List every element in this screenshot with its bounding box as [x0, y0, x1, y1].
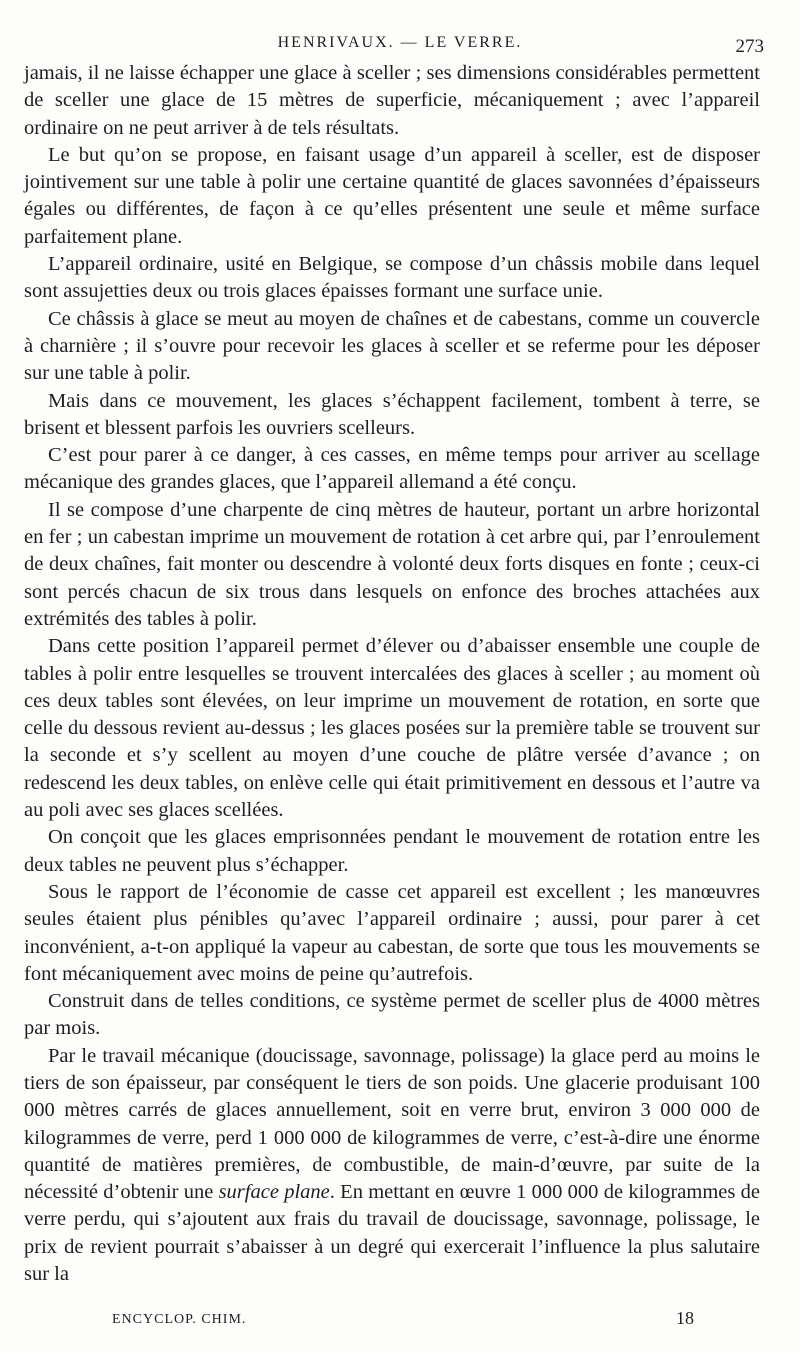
paragraph-last	[24, 1043, 760, 1289]
footer-signature: ENCYCLOP. CHIM.	[112, 1312, 247, 1327]
paragraph-text-after: . En mettant en œuvre 1 000 000 de kilogrammes de verre perdu, qui s’ajoutent aux frais du travail de doucissage, savonnage, polissage, le prix de revient pourrait s’abaisser à un degré qui exercerait l’influence la plus salutaire sur la	[24, 1181, 760, 1286]
running-title: HENRIVAUX. — LE VERRE.	[277, 34, 523, 51]
paragraph: Construit dans de telles conditions, ce système permet de sceller plus de 4000 mètres par mois.	[24, 990, 760, 1040]
paragraph-text-before: Par le travail mécanique (doucissage, savonnage, polissage) la glace perd au moins le tiers de son épaisseur, par conséquent le tiers de son poids. Une glacerie produisant 100 000 mètres carrés de glaces annuellement, soit en verre brut, environ 3 000 000 de kilogrammes de verre, perd 1 000 000 de kilogrammes de verre, c’est-à-dire une énorme quantité de matières premières, de combustible, de main-d’œuvre, par suite de la nécessité d’obtenir une	[24, 1044, 760, 1204]
paragraph: Mais dans ce mouvement, les glaces s’échappent facilement, tombent à terre, se brisent et blessent parfois les ouvriers scelleurs.	[24, 389, 760, 439]
paragraph: Le but qu’on se propose, en faisant usage d’un appareil à sceller, est de disposer jointivement sur une table à polir une certaine quantité de glaces savonnées d’épaisseurs égales ou différentes, de façon à ce qu’elles présentent une seule et même surface parfaitement plane.	[24, 143, 760, 248]
footer-sheet-number: 18	[676, 1308, 694, 1328]
emphasized-phrase: surface plane	[218, 1181, 330, 1204]
running-head	[0, 34, 800, 58]
paragraph: C’est pour parer à ce danger, à ces casses, en même temps pour arriver au scellage mécanique des grandes glaces, que l’appareil allemand a été conçu.	[24, 444, 760, 494]
paragraph: Sous le rapport de l’économie de casse cet appareil est excellent ; les manœuvres seules étaient plus pénibles qu’avec l’appareil ordinaire ; aussi, pour parer à cet inconvénient, a-t-on appliqué la vapeur au cabestan, de sorte que tous les mouvements se font mécaniquement avec moins de peine qu’autrefois.	[24, 880, 760, 985]
paragraph: Il se compose d’une charpente de cinq mètres de hauteur, portant un arbre horizontal en fer ; un cabestan imprime un mouvement de rotation à cet arbre qui, par l’enroulement de deux chaînes, fait monter ou descendre à volonté deux forts disques en fonte ; ceux-ci sont percés chacun de six trous dans lesquels on enfonce des broches attachées aux extrémités des tables à polir.	[24, 498, 760, 630]
page-footer	[0, 1308, 800, 1336]
paragraph: L’appareil ordinaire, usité en Belgique, se compose d’un châssis mobile dans lequel sont assujetties deux ou trois glaces épaisses formant une surface unie.	[24, 253, 760, 303]
paragraph: Dans cette position l’appareil permet d’élever ou d’abaisser ensemble une couple de tables à polir entre lesquelles se trouvent intercalées des glaces à sceller ; au moment où ces deux tables sont élevées, on leur imprime un mouvement de rotation, en sorte que celle du dessous revient au-dessus ; les glaces posées sur la première table se trouvent sur la seconde et s’y scellent au moyen d’une couche de plâtre versée d’avance ; on redescend les deux tables, on enlève celle qui était primitivement en dessous et l’autre va au poli avec ses glaces scellées.	[24, 635, 760, 822]
paragraph: Ce châssis à glace se meut au moyen de chaînes et de cabestans, comme un couvercle à charnière ; il s’ouvre pour recevoir les glaces à sceller et se referme pour les déposer sur une table à polir.	[24, 307, 760, 385]
body-text	[24, 60, 760, 1288]
paragraph: On conçoit que les glaces emprisonnées pendant le mouvement de rotation entre les deux tables ne peuvent plus s’échapper.	[24, 826, 760, 876]
paragraph: jamais, il ne laisse échapper une glace à sceller ; ses dimensions considérables permettent de sceller une glace de 15 mètres de superficie, mécaniquement ; avec l’appareil ordinaire on ne peut arriver à de tels résultats.	[24, 62, 760, 139]
page-number: 273	[735, 36, 764, 57]
